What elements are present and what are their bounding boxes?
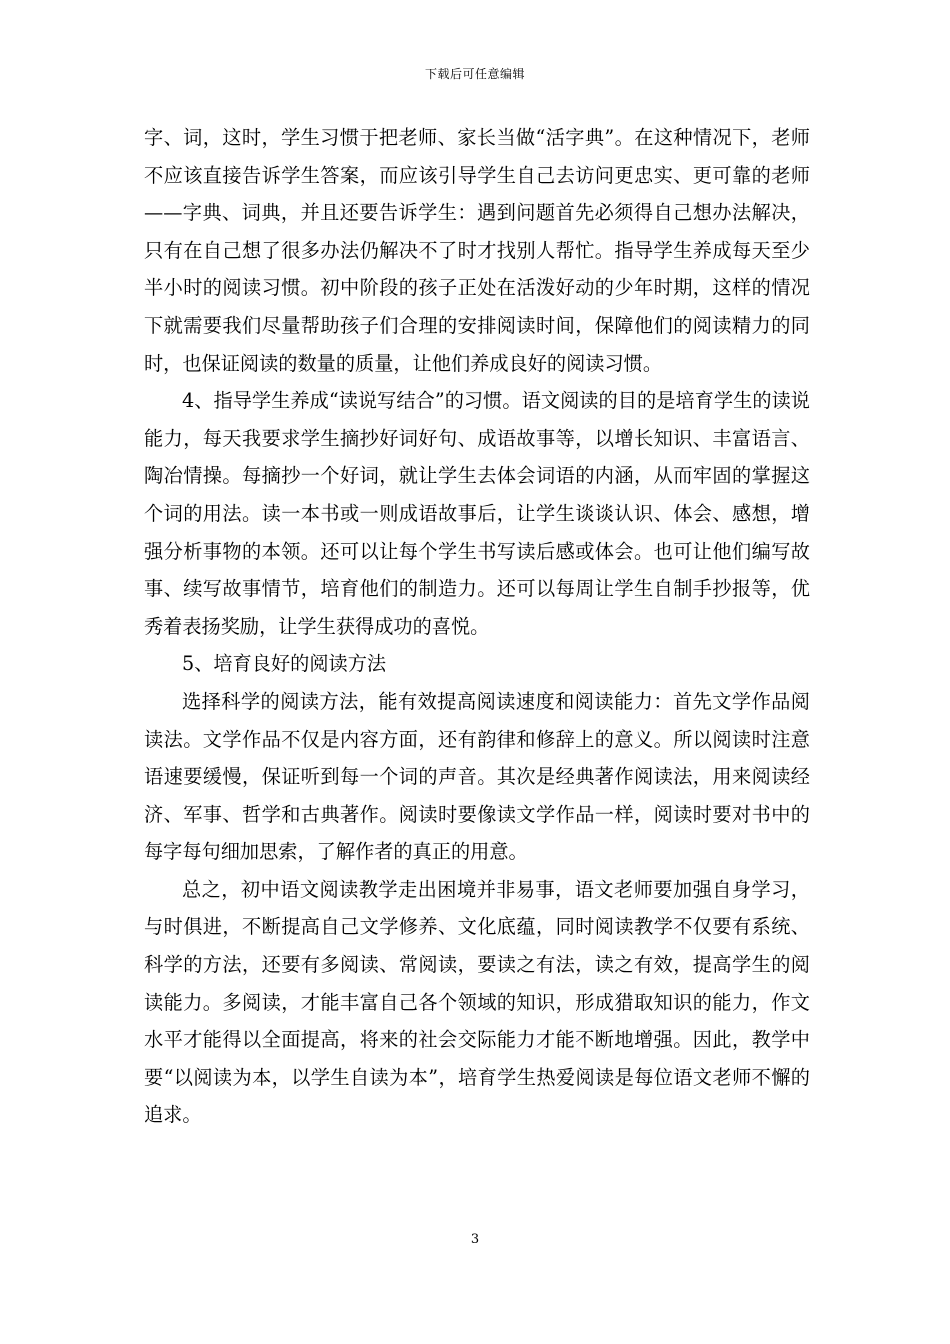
paragraph-point-5-heading: 5、培育良好的阅读方法	[182, 652, 387, 676]
paragraph-reading-methods: 选择科学的阅读方法，能有效提高阅读速度和阅读能力：首先文学作品阅读法。文学作品不仅是内容方面，还有韵律和修辞上的意义。所以阅读时注意语速要缓慢，保证听到每一个词的声音。其次是经典著作阅读法，用来阅读经济、军事、哲学和古典著作。阅读时要像读文学作品一样，阅读时要对书中的每字每句细加思索，了解作者的真正的用意。	[144, 689, 810, 864]
page-number: 3	[470, 1232, 480, 1247]
paragraph-point-4: 4、指导学生养成“读说写结合”的习惯。语文阅读的目的是培育学生的读说能力，每天我要求学生摘抄好词好句、成语故事等，以增长知识、丰富语言、陶冶情操。每摘抄一个好词，就让学生去体会词语的内涵，从而牢固的掌握这个词的用法。读一本书或一则成语故事后，让学生谈谈认识、体会、感想，增强分析事物的本领。还可以让每个学生书写读后感或体会。也可让他们编写故事、续写故事情节，培育他们的制造力。还可以每周让学生自制手抄报等，优秀着表扬奖励，让学生获得成功的喜悦。	[144, 389, 810, 638]
document-body	[144, 119, 810, 1134]
paragraph-continuation: 字、词，这时，学生习惯于把老师、家长当做“活字典”。在这种情况下，老师不应该直接告诉学生答案，而应该引导学生自己去访问更忠实、更可靠的老师——字典、词典，并且还要告诉学生：遇到问题首先必须得自己想办法解决，只有在自己想了很多办法仍解决不了时才找别人帮忙。指导学生养成每天至少半小时的阅读习惯。初中阶段的孩子正处在活泼好动的少年时期，这样的情况下就需要我们尽量帮助孩子们合理的安排阅读时间，保障他们的阅读精力的同时，也保证阅读的数量的质量，让他们养成良好的阅读习惯。	[144, 126, 810, 375]
page-header-note: 下载后可任意编辑	[424, 67, 525, 81]
paragraph-conclusion: 总之，初中语文阅读教学走出困境并非易事，语文老师要加强自身学习，与时俱进，不断提高自己文学修养、文化底蕴，同时阅读教学不仅要有系统、科学的方法，还要有多阅读、常阅读，要读之有法，读之有效，提高学生的阅读能力。多阅读，才能丰富自己各个领域的知识，形成猎取知识的能力，作文水平才能得以全面提高，将来的社会交际能力才能不断地增强。因此，教学中要“以阅读为本，以学生自读为本”，培育学生热爱阅读是每位语文老师不懈的追求。	[144, 877, 810, 1127]
